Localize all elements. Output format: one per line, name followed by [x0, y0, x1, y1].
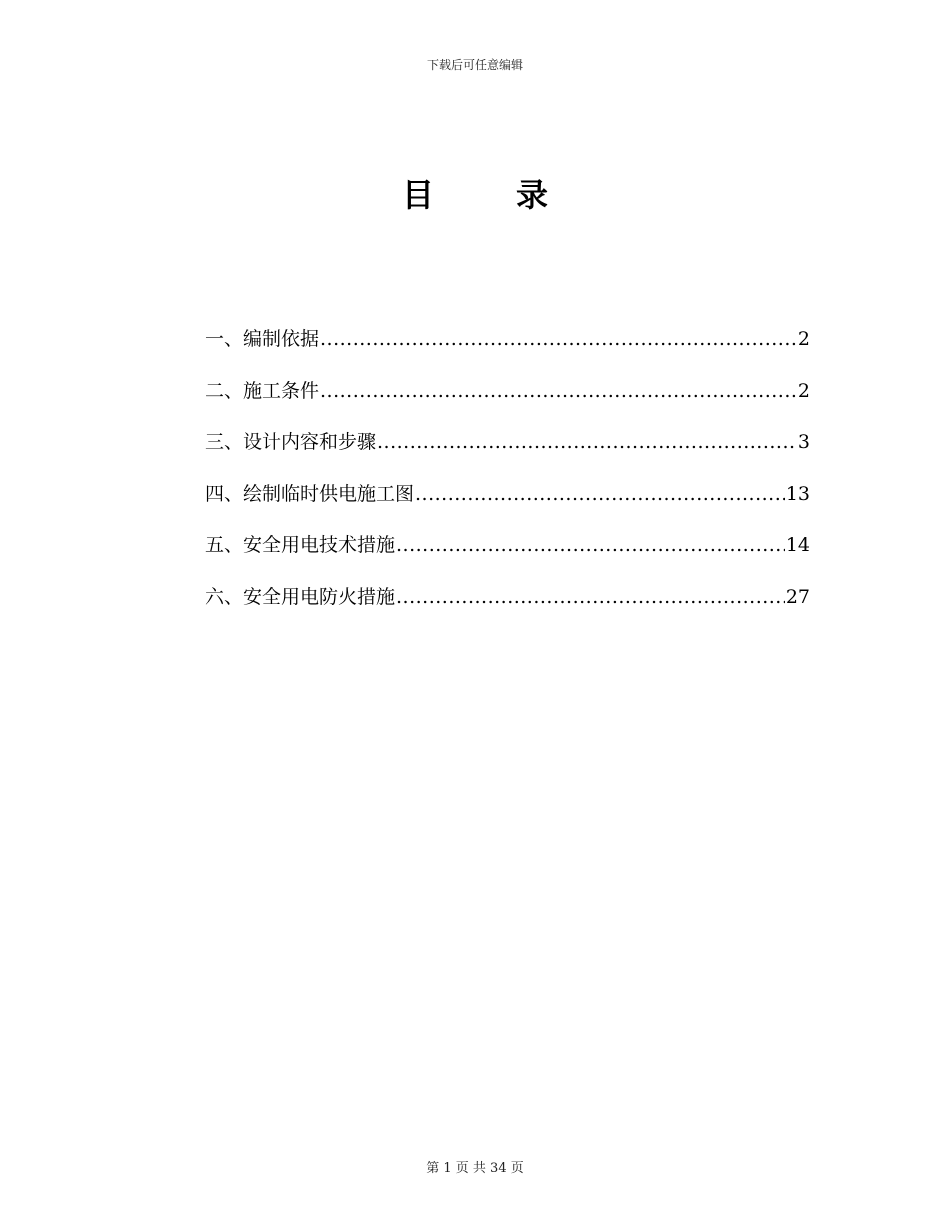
toc-entry[interactable] [205, 425, 810, 477]
toc-entry-page: 14 [785, 534, 810, 556]
toc-leader-dots [396, 528, 785, 562]
toc-leader-dots [320, 374, 797, 408]
toc-entry-label: 一、编制依据 [205, 328, 320, 350]
toc-entry-label: 五、安全用电技术措施 [205, 534, 396, 556]
toc-entry-label: 六、安全用电防火措施 [205, 585, 396, 608]
toc-entry-label: 四、绘制临时供电施工图 [205, 482, 415, 505]
toc-entry-page: 13 [785, 482, 810, 505]
toc-leader-dots [396, 580, 785, 614]
toc-entry-label: 三、设计内容和步骤 [205, 431, 377, 453]
toc-title-char-2: 录 [516, 176, 549, 214]
table-of-contents [205, 322, 810, 631]
page-header: 下载后可任意编辑 [426, 58, 523, 72]
toc-entry[interactable] [205, 322, 810, 374]
toc-title [0, 170, 950, 216]
toc-leader-dots [377, 425, 797, 459]
toc-entry[interactable] [205, 528, 810, 580]
toc-entry-label: 二、施工条件 [205, 379, 320, 402]
toc-entry[interactable] [205, 477, 810, 529]
toc-entry[interactable] [205, 374, 810, 426]
toc-entry-page: 2 [797, 379, 810, 402]
toc-entry-page: 3 [797, 431, 810, 453]
toc-leader-dots [320, 322, 797, 356]
toc-entry[interactable] [205, 580, 810, 632]
toc-entry-page: 27 [785, 585, 810, 608]
toc-leader-dots [415, 477, 785, 511]
toc-title-char-1: 目 [401, 176, 434, 214]
page-footer: 第 1 页 共 34 页 [426, 1161, 524, 1176]
toc-entry-page: 2 [797, 328, 810, 350]
